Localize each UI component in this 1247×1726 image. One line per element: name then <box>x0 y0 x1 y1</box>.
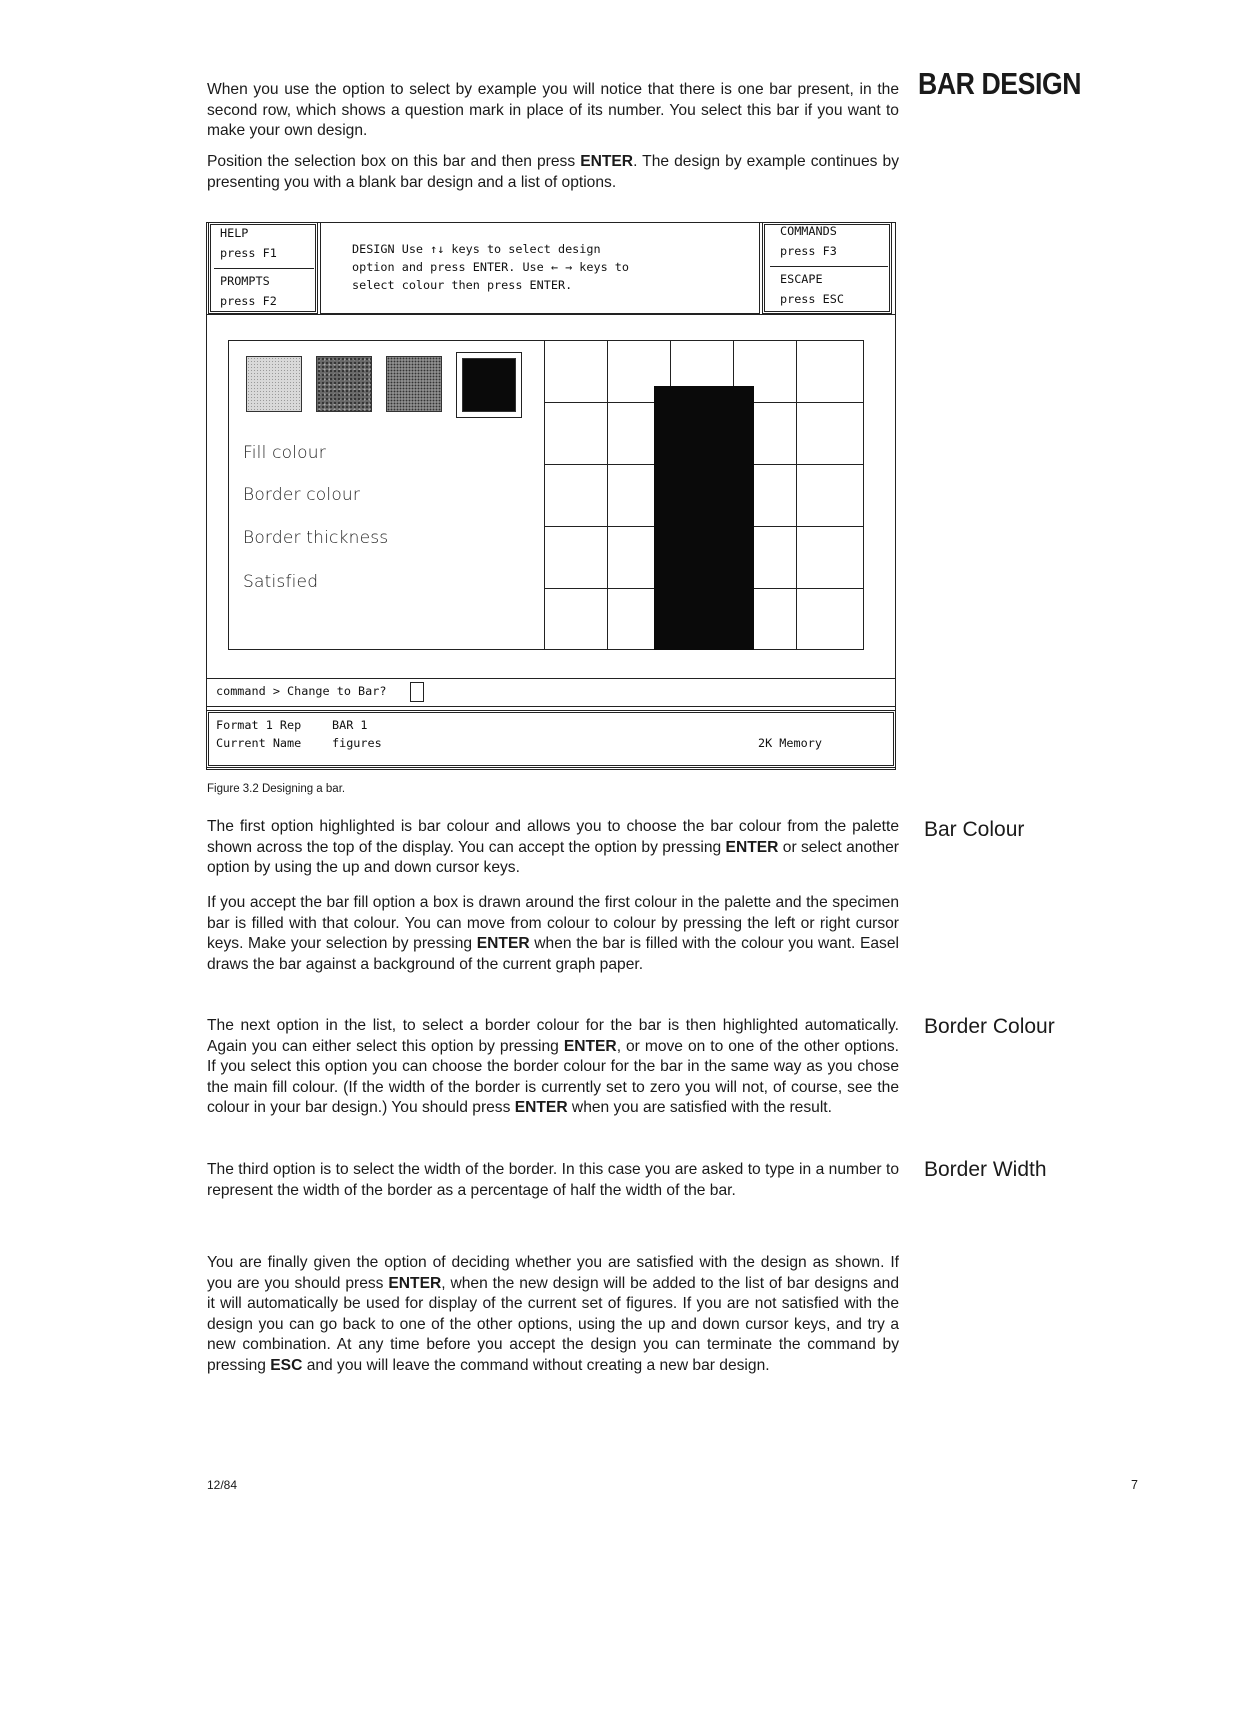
header-divider <box>206 314 896 315</box>
design-instruction-line-1: DESIGN Use ↑↓ keys to select design <box>352 242 601 256</box>
heading-border-width: Border Width <box>924 1158 1047 1181</box>
menu-item-fill-colour[interactable]: Fill colour <box>243 443 326 463</box>
design-instruction-line-2: option and press ENTER. Use ← → keys to <box>352 260 629 274</box>
divider <box>206 706 896 707</box>
page-title: BAR DESIGN <box>918 66 1082 101</box>
palette-swatch-light[interactable] <box>246 356 302 412</box>
easel-screen-figure <box>206 222 896 770</box>
enter-key-ref: ENTER <box>514 1099 568 1117</box>
specimen-bar <box>654 386 754 650</box>
command-prompt: command > Change to Bar? <box>216 684 387 698</box>
palette-swatch-medium[interactable] <box>386 356 442 412</box>
palette-swatch-black[interactable] <box>462 358 516 412</box>
prompts-key: press F2 <box>220 294 277 308</box>
enter-key-ref: ENTER <box>725 838 779 856</box>
grid-line <box>544 340 545 650</box>
status-bar-name: BAR 1 <box>332 718 368 732</box>
enter-key-ref: ENTER <box>563 1037 617 1055</box>
enter-key-ref: ENTER <box>388 1274 442 1292</box>
intro-paragraph-1: When you use the option to select by example you will notice that there is one bar present, in the second row, which shows a question mark in place of its number. You select this bar if you want to make your own design. <box>207 81 899 140</box>
page-number: 7 <box>1131 1478 1138 1492</box>
prompts-label: PROMPTS <box>220 274 270 288</box>
intro-paragraph-2: Position the selection box on this bar and then press ENTER. The design by example continues by presenting you with a blank bar design and a list of options. <box>207 153 899 191</box>
grid-line <box>607 340 608 650</box>
menu-item-border-thickness[interactable]: Border thickness <box>243 528 389 548</box>
footer-date: 12/84 <box>207 1478 238 1492</box>
grid-line <box>796 340 797 650</box>
enter-key-ref: ENTER <box>580 153 634 170</box>
satisfied-paragraph: You are finally given the option of deciding whether you are satisfied with the design as shown. If you are you should press ENTER, when the new design will be added to the list of bar designs and it will automatically be used for display of the current set of figures. If you are not satisfied with the design you can go back to one of the other options, using the up and down cursor keys, and try a new combination. At any time before you accept the design you can terminate the command by pressing ESC and you will leave the command without creating a new bar design. <box>207 1254 899 1374</box>
bar-colour-paragraph-2: If you accept the bar fill option a box is drawn around the first colour in the palette and the specimen bar is filled with that colour. You can move from colour to colour by pressing the left or right cursor keys. Make your selection by pressing ENTER when the bar is filled with the colour you want. Easel draws the bar against a background of the current graph paper. <box>207 894 899 973</box>
border-width-paragraph: The third option is to select the width of the border. In this case you are asked to type in a number to represent the width of the border as a percentage of half the width of the bar. <box>207 1161 899 1199</box>
figure-caption: Figure 3.2 Designing a bar. <box>207 783 346 795</box>
escape-label: ESCAPE <box>780 272 823 286</box>
commands-key: press F3 <box>780 244 837 258</box>
enter-key-ref: ENTER <box>476 935 530 953</box>
help-key: press F1 <box>220 246 277 260</box>
menu-item-border-colour[interactable]: Border colour <box>243 485 361 505</box>
current-name-value: figures <box>332 736 382 750</box>
current-name-label: Current Name <box>216 736 302 750</box>
menu-item-satisfied[interactable]: Satisfied <box>243 572 319 592</box>
help-label: HELP <box>220 226 249 240</box>
heading-bar-colour: Bar Colour <box>924 818 1025 841</box>
heading-border-colour: Border Colour <box>924 1015 1055 1038</box>
escape-key: press ESC <box>780 292 844 306</box>
divider <box>206 678 896 679</box>
text-cursor[interactable] <box>410 682 424 702</box>
memory-status: 2K Memory <box>758 736 822 750</box>
commands-label: COMMANDS <box>780 224 837 238</box>
divider <box>770 266 888 267</box>
palette-swatch-mottled[interactable] <box>316 356 372 412</box>
divider <box>214 268 314 269</box>
bar-colour-paragraph-1: The first option highlighted is bar colour and allows you to choose the bar colour from the palette shown across the top of the display. You can accept the option by pressing ENTER or select another option by using the up and down cursor keys. <box>207 818 899 877</box>
design-instruction-line-3: select colour then press ENTER. <box>352 278 573 292</box>
border-colour-paragraph: The next option in the list, to select a border colour for the bar is then highlighted automatically. Again you can either select this option by pressing ENTER, or move on to one of the other options. If you select this option you can choose the border colour for the bar in the same way as you chose the main fill colour. (If the width of the border is currently set to zero you will not, of course, see the colour in your bar design.) You should press ENTER when you are satisfied with the result. <box>207 1017 899 1117</box>
status-format: Format 1 Rep <box>216 718 302 732</box>
esc-key-ref: ESC <box>270 1356 303 1374</box>
